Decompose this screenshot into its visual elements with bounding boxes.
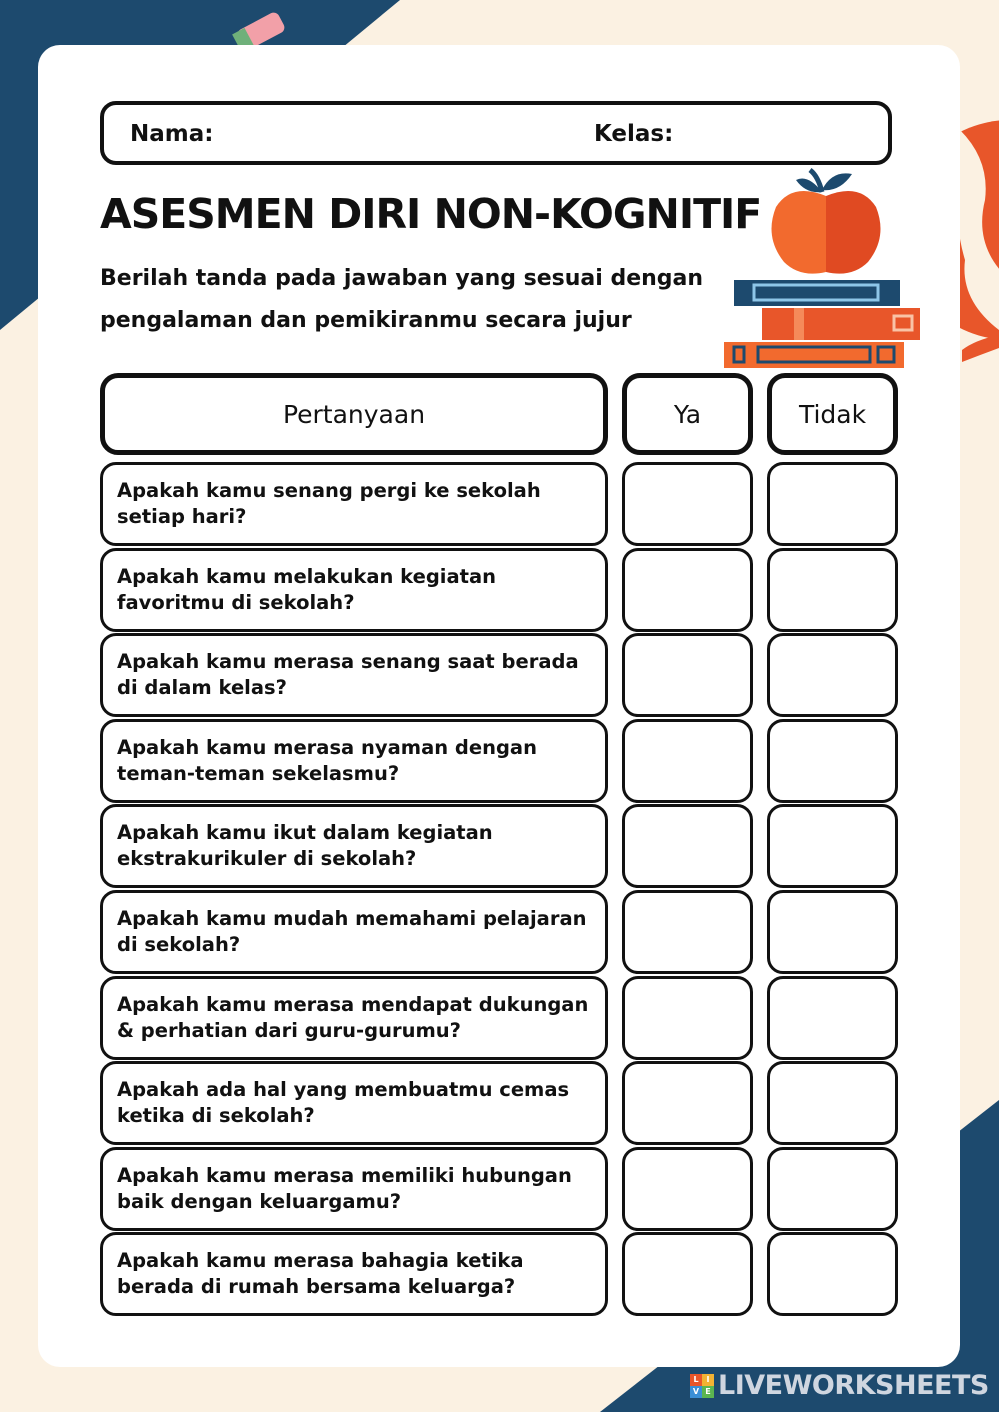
answer-no-checkbox[interactable] <box>767 1232 898 1316</box>
logo-letter: E <box>702 1386 714 1398</box>
column-header-yes: Ya <box>622 373 753 455</box>
answer-yes-checkbox[interactable] <box>622 548 753 632</box>
answer-no-checkbox[interactable] <box>767 633 898 717</box>
question-text: Apakah kamu merasa nyaman dengan teman-teman sekelasmu? <box>100 719 608 803</box>
instruction-text: Berilah tanda pada jawaban yang sesuai dengan pengalaman dan pemikiranmu secara jujur <box>100 266 704 333</box>
answer-yes-checkbox[interactable] <box>622 1232 753 1316</box>
table-row <box>100 633 898 719</box>
apple-books-illustration <box>722 152 927 374</box>
answer-yes-checkbox[interactable] <box>622 719 753 803</box>
logo-letter: V <box>690 1386 702 1398</box>
answer-no-checkbox[interactable] <box>767 462 898 546</box>
watermark-text: LIVEWORKSHEETS <box>718 1370 989 1401</box>
question-text: Apakah kamu melakukan kegiatan favoritmu di sekolah? <box>100 548 608 632</box>
question-text: Apakah kamu merasa senang saat berada di dalam kelas? <box>100 633 608 717</box>
answer-no-checkbox[interactable] <box>767 804 898 888</box>
answer-no-checkbox[interactable] <box>767 548 898 632</box>
table-row <box>100 548 898 634</box>
answer-no-checkbox[interactable] <box>767 1061 898 1145</box>
answer-yes-checkbox[interactable] <box>622 462 753 546</box>
table-row <box>100 462 898 548</box>
answer-no-checkbox[interactable] <box>767 719 898 803</box>
table-row <box>100 804 898 890</box>
answer-no-checkbox[interactable] <box>767 976 898 1060</box>
column-header-no: Tidak <box>767 373 898 455</box>
table-row <box>100 1061 898 1147</box>
question-text: Apakah kamu merasa memiliki hubungan baik dengan keluargamu? <box>100 1147 608 1231</box>
table-row <box>100 890 898 976</box>
answer-yes-checkbox[interactable] <box>622 1061 753 1145</box>
books-icon <box>724 280 920 368</box>
answer-yes-checkbox[interactable] <box>622 633 753 717</box>
answer-yes-checkbox[interactable] <box>622 804 753 888</box>
liveworksheets-watermark <box>690 1370 989 1401</box>
table-row <box>100 976 898 1062</box>
question-text: Apakah kamu merasa bahagia ketika berada di rumah bersama keluarga? <box>100 1232 608 1316</box>
liveworksheets-logo-icon <box>690 1374 714 1398</box>
answer-no-checkbox[interactable] <box>767 1147 898 1231</box>
question-table <box>100 462 898 1318</box>
answer-yes-checkbox[interactable] <box>622 976 753 1060</box>
logo-letter: L <box>690 1374 702 1386</box>
column-header-question: Pertanyaan <box>100 373 608 455</box>
answer-yes-checkbox[interactable] <box>622 1147 753 1231</box>
question-text: Apakah kamu merasa mendapat dukungan & perhatian dari guru-gurumu? <box>100 976 608 1060</box>
table-row <box>100 1232 898 1318</box>
question-text: Apakah kamu senang pergi ke sekolah setiap hari? <box>100 462 608 546</box>
question-text: Apakah kamu mudah memahami pelajaran di sekolah? <box>100 890 608 974</box>
question-text: Apakah ada hal yang membuatmu cemas ketika di sekolah? <box>100 1061 608 1145</box>
name-label: Nama: <box>130 121 214 147</box>
apple-icon <box>772 170 881 274</box>
class-label: Kelas: <box>594 121 674 147</box>
table-row <box>100 1147 898 1233</box>
logo-letter: I <box>702 1374 714 1386</box>
page-title: ASESMEN DIRI NON-KOGNITIF <box>100 190 762 238</box>
question-text: Apakah kamu ikut dalam kegiatan ekstrakurikuler di sekolah? <box>100 804 608 888</box>
answer-yes-checkbox[interactable] <box>622 890 753 974</box>
answer-no-checkbox[interactable] <box>767 890 898 974</box>
table-row <box>100 719 898 805</box>
